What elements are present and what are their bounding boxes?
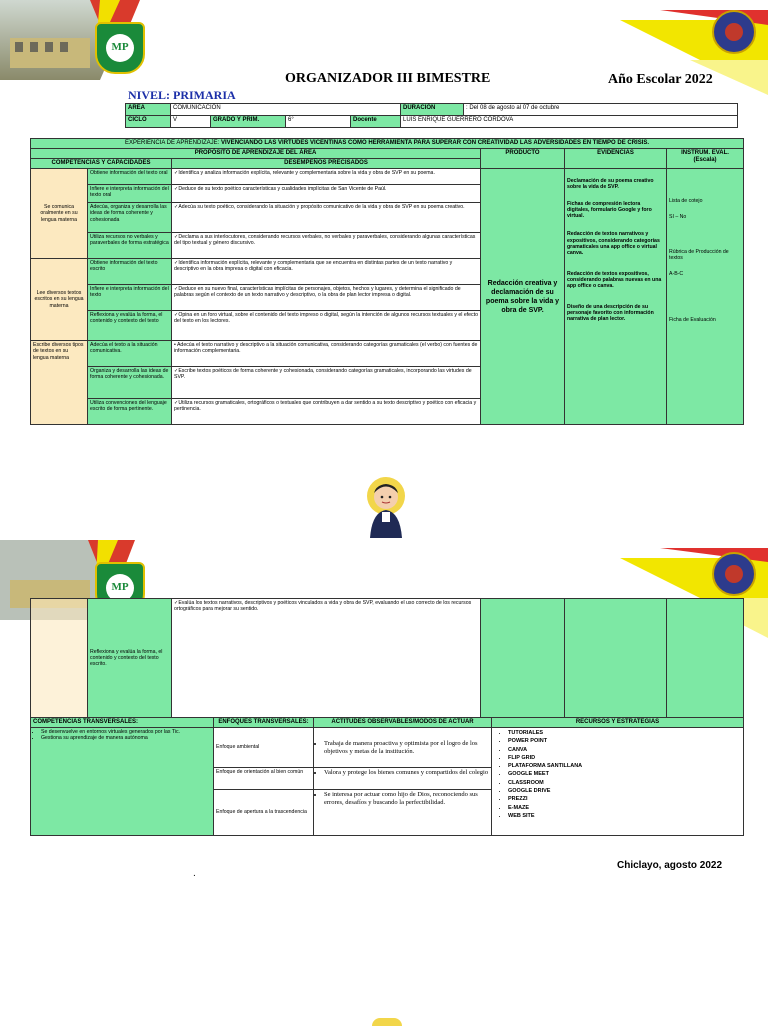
grado-label: GRADO Y PRIM. xyxy=(211,116,286,128)
desempeno: ✓Deduce en su nuevo final, características implícitas de personajes, objetos, hechos y lugares, y determina el significado de palabras según el contexto de un texto narrativo y descriptivo, o la obra de plan lector impresa o digital. xyxy=(172,285,481,311)
school-logo xyxy=(95,22,145,74)
instrumento-item: Ficha de Evaluación xyxy=(669,317,716,324)
instrumento-item: SI – No xyxy=(669,214,687,221)
experiencia-label: EXPERIENCIA DE APRENDIZAJE: xyxy=(124,140,220,146)
capacidad: Utiliza convenciones del lenguaje escrito de forma pertinente. xyxy=(88,399,172,425)
capacidad: Utiliza recursos no verbales y paraverbales de forma estratégica xyxy=(88,233,172,259)
logo-text: MP xyxy=(111,581,129,593)
recurso-item: • CANVA xyxy=(508,746,741,754)
recurso-item: • E-MAZE xyxy=(508,804,741,812)
proposito-header: PROPÓSITO DE APRENDIZAJE DEL ÁREA xyxy=(31,149,481,159)
page-title: ORGANIZADOR III BIMESTRE xyxy=(285,71,491,86)
instrumento-item: A-B-C xyxy=(669,271,684,278)
page-1 xyxy=(0,0,768,450)
recurso-item: • GOOGLE DRIVE xyxy=(508,787,741,795)
transversal-item: • Se desenvuelve en entornos virtuales generados por las Tic. xyxy=(41,729,211,735)
capacidad: Adecúa el texto a la situación comunicativa. xyxy=(88,341,172,367)
duracion-label: DURACIÓN xyxy=(401,104,464,116)
desempeno: ✓Utiliza recursos gramaticales, ortográficos o textuales que contribuyen a dar sentido a su texto descriptivo y poético con eficacia y pertinencia. xyxy=(172,399,481,425)
logo-text: MP xyxy=(111,41,129,53)
recursos-cell xyxy=(492,728,744,836)
capacidad: Reflexiona y evalúa la forma, el contenido y contexto del texto escrito. xyxy=(88,599,172,718)
competencia-name: Lee diversos textos escritos en su lengua materna xyxy=(31,259,88,341)
transversal-item: • Gestiona su aprendizaje de manera autónoma xyxy=(41,735,211,741)
docente-label: Docente xyxy=(351,116,401,128)
transversales-header: COMPETENCIAS TRANSVERSALES: xyxy=(31,718,214,728)
desempenos-header: DESEMPEÑOS PRECISADOS xyxy=(172,159,481,169)
recurso-item: • FLIP GRID xyxy=(508,754,741,762)
desempeno: ✓Deduce de su texto poético características y cualidades implícitas de San Vicente de Paúl. xyxy=(172,185,481,203)
experiencia-row xyxy=(31,139,744,149)
desempeno: ✓Identifica información explícita, relevante y complementaria que se encuentra en distintas partes de un texto narrativo y descriptivo en la obra impresa o digital con eficacia. xyxy=(172,259,481,285)
recurso-item: • PREZZI xyxy=(508,795,741,803)
evidencia-item: Redacción de textos narrativos y expositivos, considerando categorías gramaticales una app office o virtual canva. xyxy=(567,231,660,257)
actitud-item: • Valora y protege los bienes comunes y compartidos del colegio xyxy=(324,769,489,777)
capacidad: Reflexiona y evalúa la forma, el contenido y contexto del texto xyxy=(88,311,172,341)
instrumento-item: Rúbrica de Producción de textos xyxy=(669,248,729,261)
evidencias-header: EVIDENCIAS xyxy=(565,149,667,169)
evidencias-cell xyxy=(565,169,667,425)
enfoque-name: Enfoque de orientación al bien común xyxy=(214,768,314,790)
capacidad: Adecúa, organiza y desarrolla las ideas de forma coherente y cohesionada xyxy=(88,203,172,233)
ciclo-value: V xyxy=(171,116,211,128)
docente-value: LUIS ENRIQUE GUERRERO CÓRDOVA xyxy=(401,116,738,128)
info-table xyxy=(125,103,738,128)
desempeno: ✓Declama a sus interlocutores, considerando recursos verbales, no verbales y paraverbales, considerando algunas características del tipo textual y género discursivo. xyxy=(172,233,481,259)
recursos-header: RECURSOS Y ESTRATEGIAS xyxy=(492,718,744,728)
enfoque-actitud xyxy=(314,768,492,790)
enfoque-actitud xyxy=(314,728,492,768)
main-table xyxy=(30,138,744,425)
transversal-table xyxy=(30,717,744,836)
producto-cell: Redacción creativa y declamación de su poema sobre la vida y obra de SVP. xyxy=(481,169,565,425)
actitud-item: • Se interesa por actuar como hijo de Dios, reconociendo sus errores, desafíos y buscando la perfectibilidad. xyxy=(324,791,489,807)
enfoque-name: Enfoque de apertura a la trascendencia xyxy=(214,790,314,836)
instrum-header: INSTRUM. EVAL. (Escala) xyxy=(667,149,744,169)
desempeno: ✓Evalúa los textos narrativos, descriptivos y poéticos vinculados a vida y obra de SVP, evaluando el uso correcto de los recursos ortográficos para mejorar su sentido. xyxy=(172,599,481,718)
evidencia-item: Declamación de su poema creativo sobre la vida de SVP. xyxy=(567,178,654,191)
actitud-item: • Trabaja de manera proactiva y optimista por el logro de los objetivos y metas de la institución. xyxy=(324,740,489,756)
desempeno: ✓Opina en un foro virtual, sobre el contenido del texto impreso o digital, según la intención de algunos recursos textuales y el efecto del texto en los lectores. xyxy=(172,311,481,341)
recurso-item: • GOOGLE MEET xyxy=(508,770,741,778)
recurso-item: • TUTORIALES xyxy=(508,729,741,737)
transversales-cell xyxy=(31,728,214,836)
enfoque-actitud xyxy=(314,790,492,836)
enfoques-header: ENFOQUES TRANSVERSALES: xyxy=(214,718,314,728)
recurso-item: • WEB SITE xyxy=(508,812,741,820)
enfoque-name: Enfoque ambiental xyxy=(214,728,314,768)
grado-value: 6° xyxy=(286,116,351,128)
capacidad: Obtiene información del texto oral xyxy=(88,169,172,185)
recurso-item: • POWER POINT xyxy=(508,737,741,745)
recurso-item: • CLASSROOM xyxy=(508,779,741,787)
area-value: COMUNICACIÓN xyxy=(171,104,401,116)
recurso-item: • PLATAFORMA SANTILLANA xyxy=(508,762,741,770)
continuation-table xyxy=(30,598,744,718)
actitudes-header: ACTITUDES OBSERVABLES/MODOS DE ACTUAR xyxy=(314,718,492,728)
page-2 xyxy=(0,540,768,1024)
experiencia-value: VIVENCIANDO LAS VIRTUDES VICENTINAS COMO HERRAMIENTA PARA SUPERAR CON CREATIVIDAD LAS ADVERSIDADES EN TIEMPO DE CRISIS. xyxy=(221,140,650,146)
evidencia-item: Fichas de compresión lectora digitales, formulario Google y foro virtual. xyxy=(567,200,652,220)
right-seal xyxy=(712,552,756,596)
desempeno: • Adecúa el texto narrativo y descriptivo a la situación comunicativa, considerando categorías gramaticales (el verbo) con fuentes de información complementaria. xyxy=(172,341,481,367)
saint-figure-image xyxy=(362,476,410,538)
capacidad: Infiere e interpreta información del texto xyxy=(88,285,172,311)
capacidad: Obtiene información del texto escrito xyxy=(88,259,172,285)
competencia-name: Se comunica oralmente en su lengua materna xyxy=(31,169,88,259)
producto-header: PRODUCTO xyxy=(481,149,565,169)
capacidad: Organiza y desarrolla las ideas de forma coherente y cohesionada. xyxy=(88,367,172,399)
competencia-name: Escribe diversos tipos de textos en su lengua materna xyxy=(31,341,88,425)
desempeno: ✓Identifica y analiza información explícita, relevante y complementaria sobre la vida y obra de SVP en su poema. xyxy=(172,169,481,185)
level-label: NIVEL: PRIMARIA xyxy=(128,88,236,102)
right-seal xyxy=(712,10,756,54)
area-label: AREA xyxy=(126,104,171,116)
competencias-header: COMPETENCIAS Y CAPACIDADES xyxy=(31,159,172,169)
school-year: Año Escolar 2022 xyxy=(608,72,713,87)
evidencia-item: Redacción de textos expositivos, considerando palabras nuevas en una app office o canva. xyxy=(567,270,662,290)
footer-place-date: Chiclayo, agosto 2022 xyxy=(617,860,723,871)
instrumento-item: Lista de cotejo xyxy=(669,198,703,204)
ciclo-label: CICLO xyxy=(126,116,171,128)
desempeno: ✓Escribe textos poéticos de forma coherente y cohesionada, considerando categorías gramaticales, incorporando las virtudes de SVP. xyxy=(172,367,481,399)
duracion-value: : Del 08 de agosto al 07 de octubre xyxy=(464,104,738,116)
next-page-decoration xyxy=(372,1018,402,1026)
desempeno: ✓Adecúa su texto poético, considerando la situación y propósito comunicativo de la vida y obra de SVP en su poema creativo. xyxy=(172,203,481,233)
footer-dot: . xyxy=(193,868,196,879)
evidencia-item: Diseño de una descripción de su personaje favorito con información narrativa de plan lector. xyxy=(567,303,654,323)
capacidad: Infiere e interpreta información del texto oral xyxy=(88,185,172,203)
instrumentos-cell xyxy=(667,169,744,425)
